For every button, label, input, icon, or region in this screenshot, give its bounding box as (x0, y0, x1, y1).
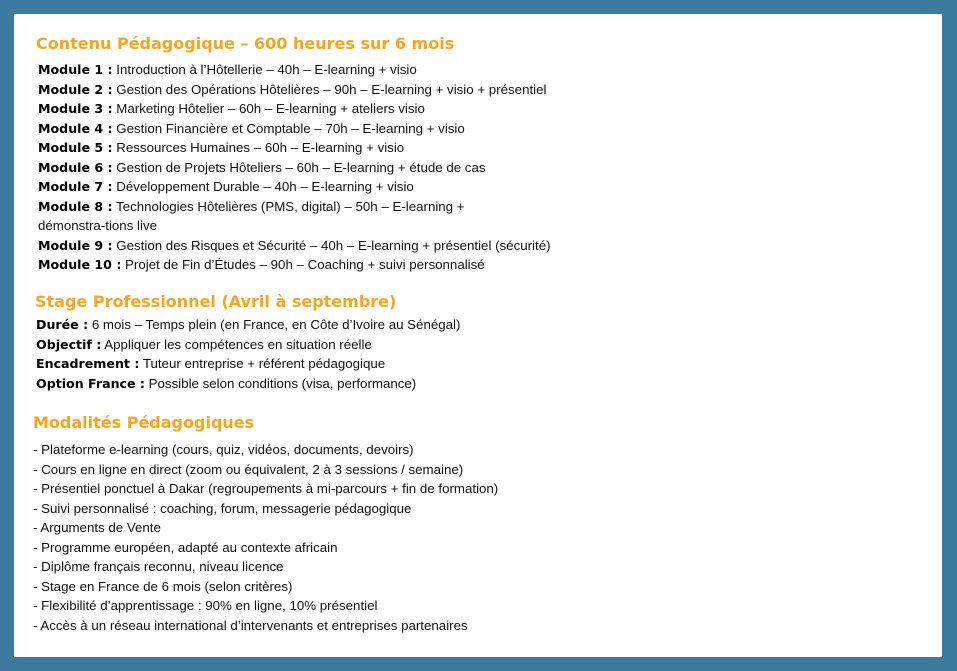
internship-label: Option France : (36, 375, 145, 391)
module-text: Introduction à l’Hôtellerie – 40h – E-learning + visio (112, 62, 417, 77)
module-label: Module 2 : (38, 81, 113, 97)
module-text: Marketing Hôtelier – 60h – E-learning + ateliers visio (112, 101, 425, 116)
internship-row (36, 315, 957, 335)
internship-row (36, 335, 957, 355)
internship-section (35, 292, 957, 393)
module-item (38, 197, 518, 236)
internship-label: Objectif : (36, 336, 102, 352)
module-label: Module 10 : (38, 257, 122, 272)
module-label: Module 4 : (38, 120, 113, 136)
module-list (36, 60, 957, 275)
internship-text: 6 mois – Temps plein (en France, en Côte d’Ivoire au Sénégal) (88, 317, 461, 332)
module-text: Gestion des Opérations Hôtelières – 90h – E-learning + visio + présentiel (112, 81, 547, 97)
curriculum-section (36, 34, 957, 275)
list-item: - Accès à un réseau international d’intervenants et entreprises partenaires (33, 617, 468, 633)
module-text: Ressources Humaines – 60h – E-learning + visio (112, 140, 405, 155)
module-label: Module 6 : (38, 159, 113, 175)
document-page (14, 14, 942, 657)
internship-row (36, 374, 957, 394)
module-label: Module 5 : (38, 140, 113, 155)
module-text: Gestion des Risques et Sécurité – 40h – E-learning + présentiel (sécurité) (112, 237, 551, 253)
internship-heading: Stage Professionnel (Avril à septembre) (35, 292, 397, 311)
module-label: Module 9 : (38, 237, 113, 253)
module-text: Technologies Hôtelières (PMS, digital) – 50h – E-learning + démonstra-tions live (38, 198, 465, 233)
module-item (38, 99, 957, 119)
module-item (38, 119, 957, 139)
list-item: - Programme européen, adapté au contexte africain (33, 539, 338, 555)
list-item: - Flexibilité d’apprentissage : 90% en ligne, 10% présentiel (33, 598, 378, 613)
list-item: - Plateforme e-learning (cours, quiz, vidéos, documents, devoirs) (33, 442, 414, 457)
list-item: - Présentiel ponctuel à Dakar (regroupements à mi-parcours + fin de formation) (33, 481, 499, 496)
list-item: - Stage en France de 6 mois (selon critères) (33, 578, 293, 594)
module-item (38, 158, 957, 178)
modalities-heading: Modalités Pédagogiques (33, 413, 255, 432)
internship-label: Encadrement : (36, 356, 140, 371)
list-item: - Arguments de Vente (33, 520, 161, 535)
module-item (38, 255, 957, 275)
module-text: Développement Durable – 40h – E-learning + visio (112, 179, 414, 194)
module-label: Module 7 : (38, 179, 113, 194)
module-item (38, 236, 957, 256)
internship-text: Tuteur entreprise + référent pédagogique (139, 356, 386, 371)
internship-details (35, 315, 957, 393)
list-item: - Diplôme français reconnu, niveau licence (33, 559, 284, 574)
module-label: Module 8 : (38, 198, 113, 214)
internship-text: Appliquer les compétences en situation réelle (101, 336, 372, 352)
list-item: - Suivi personnalisé : coaching, forum, messagerie pédagogique (33, 500, 412, 516)
list-item: - Cours en ligne en direct (zoom ou équivalent, 2 à 3 sessions / semaine) (33, 461, 464, 477)
internship-row (36, 354, 957, 374)
module-label: Module 3 : (38, 101, 113, 116)
module-item (38, 138, 957, 158)
modalities-list (33, 440, 957, 635)
modalities-section (33, 413, 957, 635)
module-item (38, 177, 957, 197)
curriculum-heading: Contenu Pédagogique – 600 heures sur 6 mois (36, 34, 455, 53)
module-text: Gestion Financière et Comptable – 70h – E-learning + visio (112, 120, 465, 136)
module-text: Projet de Fin d’Études – 90h – Coaching + suivi personnalisé (121, 257, 485, 272)
internship-text: Possible selon conditions (visa, performance) (144, 375, 417, 391)
module-item (38, 60, 957, 80)
module-text: Gestion de Projets Hôteliers – 60h – E-learning + étude de cas (112, 159, 486, 175)
module-label: Module 1 : (38, 62, 113, 77)
module-item (38, 80, 957, 100)
internship-label: Durée : (36, 317, 89, 332)
